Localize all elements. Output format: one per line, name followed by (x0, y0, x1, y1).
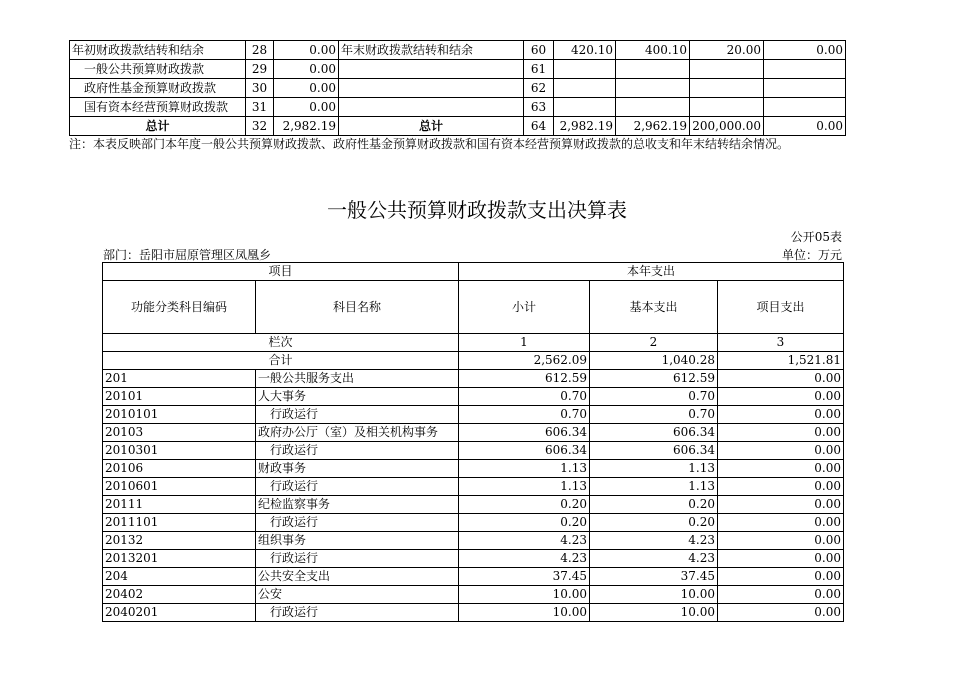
row-project: 0.00 (718, 370, 844, 388)
right-amount-4: 0.00 (764, 41, 846, 60)
table-row (103, 370, 844, 388)
row-code: 2010301 (103, 442, 256, 460)
row-basic: 1.13 (590, 478, 718, 496)
right-amount-2 (616, 79, 690, 98)
row-project: 0.00 (718, 442, 844, 460)
row-name: 人大事务 (256, 388, 459, 406)
row-code: 20111 (103, 496, 256, 514)
row-subtotal: 10.00 (459, 586, 590, 604)
table-row (103, 388, 844, 406)
summary-row (70, 79, 846, 98)
header-basic: 基本支出 (590, 281, 718, 334)
right-line-no: 64 (524, 117, 554, 136)
row-name: 行政运行 (256, 514, 459, 532)
right-line-no: 63 (524, 98, 554, 117)
row-name: 公安 (256, 586, 459, 604)
right-amount-4 (764, 60, 846, 79)
row-name: 行政运行 (256, 406, 459, 424)
column-number-3: 3 (718, 334, 844, 352)
table-row (103, 586, 844, 604)
row-subtotal: 1.13 (459, 460, 590, 478)
row-code: 2040201 (103, 604, 256, 622)
right-amount-1 (554, 60, 616, 79)
left-amount: 0.00 (274, 41, 339, 60)
row-project: 0.00 (718, 478, 844, 496)
column-number-label: 栏次 (103, 334, 459, 352)
right-label (339, 79, 524, 98)
right-amount-3 (690, 60, 764, 79)
row-subtotal: 10.00 (459, 604, 590, 622)
table-row (103, 496, 844, 514)
row-subtotal: 0.70 (459, 406, 590, 424)
left-line-no: 29 (246, 60, 274, 79)
row-subtotal: 612.59 (459, 370, 590, 388)
right-amount-2 (616, 60, 690, 79)
row-project: 0.00 (718, 586, 844, 604)
right-amount-3: 20.00 (690, 41, 764, 60)
row-subtotal: 1.13 (459, 478, 590, 496)
left-line-no: 28 (246, 41, 274, 60)
table-row (103, 532, 844, 550)
left-label: 总计 (70, 117, 246, 136)
right-amount-3 (690, 79, 764, 98)
right-label (339, 98, 524, 117)
row-basic: 0.70 (590, 388, 718, 406)
row-basic: 606.34 (590, 442, 718, 460)
row-name: 组织事务 (256, 532, 459, 550)
header-subtotal: 小计 (459, 281, 590, 334)
left-label: 政府性基金预算财政拨款 (70, 79, 246, 98)
right-amount-2: 400.10 (616, 41, 690, 60)
row-project: 0.00 (718, 550, 844, 568)
row-basic: 0.70 (590, 406, 718, 424)
summary-row (70, 98, 846, 117)
column-number-1: 1 (459, 334, 590, 352)
row-name: 行政运行 (256, 550, 459, 568)
right-amount-4: 0.00 (764, 117, 846, 136)
total-label: 合计 (103, 352, 459, 370)
row-basic: 606.34 (590, 424, 718, 442)
table-row (103, 460, 844, 478)
left-amount: 2,982.19 (274, 117, 339, 136)
left-amount: 0.00 (274, 98, 339, 117)
total-basic: 1,040.28 (590, 352, 718, 370)
summary-row (70, 41, 846, 60)
right-line-no: 60 (524, 41, 554, 60)
right-amount-3 (690, 98, 764, 117)
right-label (339, 60, 524, 79)
left-line-no: 30 (246, 79, 274, 98)
right-amount-1: 420.10 (554, 41, 616, 60)
row-basic: 1.13 (590, 460, 718, 478)
table-row (103, 442, 844, 460)
row-subtotal: 606.34 (459, 424, 590, 442)
row-code: 2013201 (103, 550, 256, 568)
row-name: 政府办公厅（室）及相关机构事务 (256, 424, 459, 442)
row-project: 0.00 (718, 514, 844, 532)
table-row (103, 550, 844, 568)
right-amount-1 (554, 79, 616, 98)
left-label: 年初财政拨款结转和结余 (70, 41, 246, 60)
unit-label: 单位：万元 (781, 248, 842, 262)
table-note: 注：本表反映部门本年度一般公共预算财政拨款、政府性基金预算财政拨款和国有资本经营预算财政拨款的总收支和年末结转结余情况。 (69, 137, 790, 151)
row-code: 20101 (103, 388, 256, 406)
row-name: 一般公共服务支出 (256, 370, 459, 388)
right-line-no: 61 (524, 60, 554, 79)
header-project: 项目 (103, 263, 459, 281)
left-amount: 0.00 (274, 79, 339, 98)
row-basic: 4.23 (590, 550, 718, 568)
row-code: 20106 (103, 460, 256, 478)
left-label: 一般公共预算财政拨款 (70, 60, 246, 79)
row-code: 201 (103, 370, 256, 388)
right-label: 年末财政拨款结转和结余 (339, 41, 524, 60)
right-amount-2: 2,962.19 (616, 117, 690, 136)
row-basic: 0.20 (590, 496, 718, 514)
row-subtotal: 0.20 (459, 496, 590, 514)
summary-table (69, 40, 846, 136)
row-code: 20402 (103, 586, 256, 604)
left-line-no: 31 (246, 98, 274, 117)
table-row (103, 406, 844, 424)
left-line-no: 32 (246, 117, 274, 136)
row-name: 行政运行 (256, 478, 459, 496)
right-amount-3: 200,000.00 (690, 117, 764, 136)
column-number-2: 2 (590, 334, 718, 352)
right-line-no: 62 (524, 79, 554, 98)
department-label: 部门：岳阳市屈原管理区凤凰乡 (103, 248, 272, 262)
row-subtotal: 0.70 (459, 388, 590, 406)
page-title: 一般公共预算财政拨款支出决算表 (327, 198, 627, 222)
summary-row (70, 60, 846, 79)
left-label: 国有资本经营预算财政拨款 (70, 98, 246, 117)
row-name: 行政运行 (256, 442, 459, 460)
row-name: 公共安全支出 (256, 568, 459, 586)
row-subtotal: 37.45 (459, 568, 590, 586)
row-code: 2010601 (103, 478, 256, 496)
row-code: 20132 (103, 532, 256, 550)
right-label: 总计 (339, 117, 524, 136)
row-code: 2011101 (103, 514, 256, 532)
row-subtotal: 4.23 (459, 532, 590, 550)
right-amount-4 (764, 79, 846, 98)
row-basic: 10.00 (590, 586, 718, 604)
form-code: 公开05表 (790, 230, 842, 244)
table-row (103, 568, 844, 586)
row-project: 0.00 (718, 604, 844, 622)
table-row (103, 514, 844, 532)
right-amount-1: 2,982.19 (554, 117, 616, 136)
header-project-exp: 项目支出 (718, 281, 844, 334)
row-subtotal: 4.23 (459, 550, 590, 568)
row-project: 0.00 (718, 496, 844, 514)
header-code: 功能分类科目编码 (103, 281, 256, 334)
table-row (103, 424, 844, 442)
right-amount-4 (764, 98, 846, 117)
right-amount-1 (554, 98, 616, 117)
row-project: 0.00 (718, 532, 844, 550)
row-subtotal: 606.34 (459, 442, 590, 460)
table-row (103, 604, 844, 622)
right-amount-2 (616, 98, 690, 117)
row-project: 0.00 (718, 568, 844, 586)
row-basic: 10.00 (590, 604, 718, 622)
row-basic: 4.23 (590, 532, 718, 550)
summary-row (70, 117, 846, 136)
row-project: 0.00 (718, 424, 844, 442)
row-code: 2010101 (103, 406, 256, 424)
total-subtotal: 2,562.09 (459, 352, 590, 370)
expenditure-table (102, 262, 844, 622)
header-current-year: 本年支出 (459, 263, 844, 281)
row-code: 20103 (103, 424, 256, 442)
row-subtotal: 0.20 (459, 514, 590, 532)
row-project: 0.00 (718, 388, 844, 406)
row-project: 0.00 (718, 406, 844, 424)
table-row (103, 478, 844, 496)
row-code: 204 (103, 568, 256, 586)
header-name: 科目名称 (256, 281, 459, 334)
row-name: 财政事务 (256, 460, 459, 478)
row-name: 行政运行 (256, 604, 459, 622)
left-amount: 0.00 (274, 60, 339, 79)
row-basic: 37.45 (590, 568, 718, 586)
row-basic: 612.59 (590, 370, 718, 388)
row-project: 0.00 (718, 460, 844, 478)
total-project: 1,521.81 (718, 352, 844, 370)
row-name: 纪检监察事务 (256, 496, 459, 514)
row-basic: 0.20 (590, 514, 718, 532)
